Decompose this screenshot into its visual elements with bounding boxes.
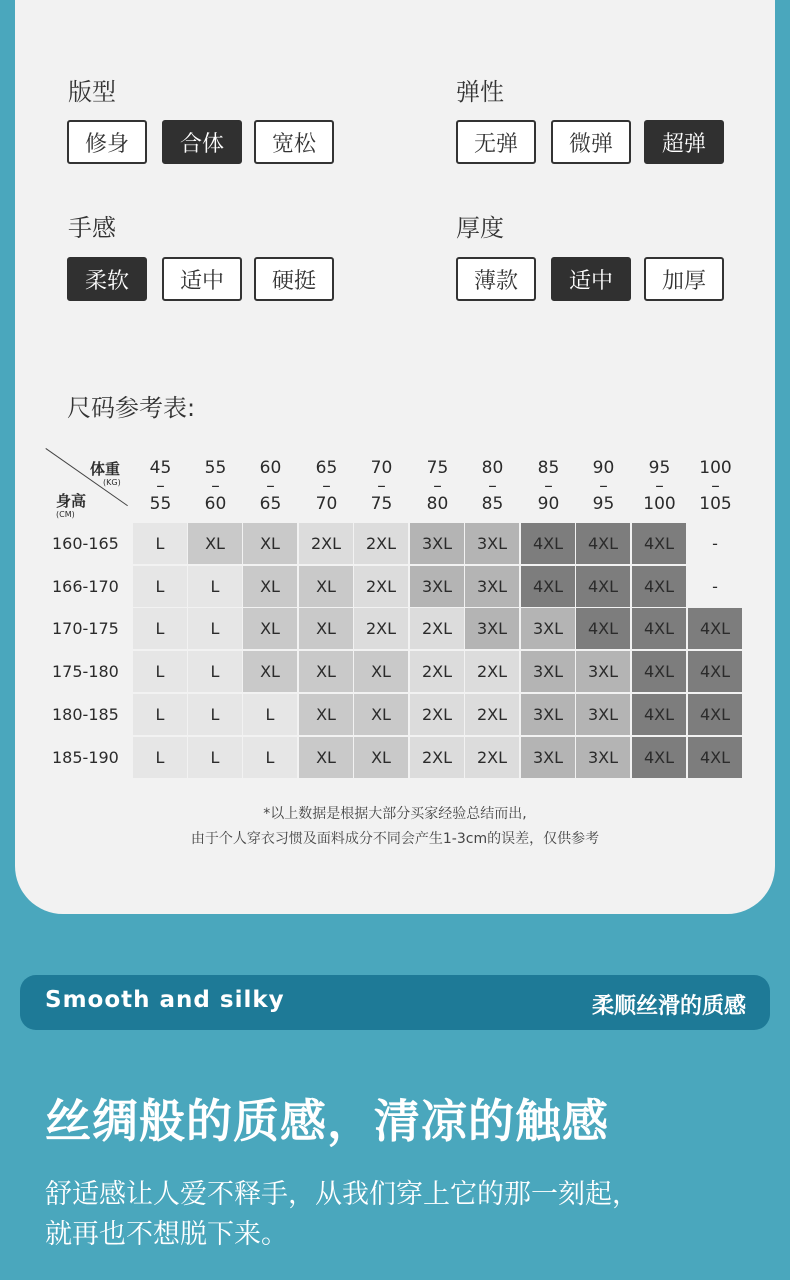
weight-range-to: 80 — [426, 494, 449, 514]
attribute-option[interactable]: 加厚 — [644, 257, 724, 301]
weight-range-header — [133, 459, 188, 514]
weight-range-header — [688, 459, 743, 514]
size-cell: 2XL — [354, 608, 408, 649]
size-cell: 2XL — [410, 608, 464, 649]
range-dash: – — [488, 476, 497, 496]
attribute-option[interactable]: 微弹 — [551, 120, 631, 164]
size-cell: 3XL — [465, 523, 519, 564]
size-cell: 3XL — [410, 523, 464, 564]
weight-range-header — [576, 459, 631, 514]
size-note-line2: 由于个人穿衣习惯及面料成分不同会产生1-3cm的误差，仅供参考 — [190, 831, 600, 847]
size-cell: 4XL — [688, 737, 742, 778]
size-cell: 4XL — [632, 523, 686, 564]
weight-range-header — [188, 459, 243, 514]
size-cell: 4XL — [688, 608, 742, 649]
size-cell: 3XL — [521, 651, 575, 692]
size-cell: 3XL — [521, 737, 575, 778]
size-cell: 4XL — [521, 566, 575, 607]
weight-header-label: 体重 — [90, 460, 121, 478]
attribute-option[interactable]: 薄款 — [456, 257, 536, 301]
weight-range-from: 100 — [699, 458, 732, 478]
range-dash: – — [711, 476, 720, 496]
attribute-option[interactable]: 无弹 — [456, 120, 536, 164]
size-cell: 2XL — [410, 737, 464, 778]
size-cell: 3XL — [521, 694, 575, 735]
size-cell: 3XL — [576, 694, 630, 735]
attribute-title: 手感 — [68, 214, 116, 242]
weight-range-to: 65 — [259, 494, 282, 514]
size-cell: L — [243, 694, 297, 735]
size-cell: XL — [243, 566, 297, 607]
weight-range-from: 85 — [537, 458, 560, 478]
banner-english-title: Smooth and silky — [45, 987, 285, 1013]
size-cell: 4XL — [688, 694, 742, 735]
range-dash: – — [433, 476, 442, 496]
height-range-label: 180-185 — [52, 704, 119, 724]
height-range-label: 185-190 — [52, 747, 119, 767]
size-cell: 2XL — [354, 566, 408, 607]
size-cell: 4XL — [576, 523, 630, 564]
size-cell: 2XL — [410, 694, 464, 735]
attribute-option-selected[interactable]: 柔软 — [67, 257, 147, 301]
weight-range-header — [632, 459, 687, 514]
weight-range-to: 60 — [204, 494, 227, 514]
weight-range-header — [243, 459, 298, 514]
size-cell: XL — [299, 694, 353, 735]
size-cell: XL — [354, 651, 408, 692]
weight-range-to: 75 — [370, 494, 393, 514]
weight-range-header — [410, 459, 465, 514]
attribute-title: 弹性 — [456, 78, 504, 106]
weight-range-from: 95 — [648, 458, 671, 478]
size-cell: XL — [354, 737, 408, 778]
size-cell: XL — [188, 523, 242, 564]
size-cell: 4XL — [576, 608, 630, 649]
size-cell: L — [188, 566, 242, 607]
size-cell: XL — [299, 651, 353, 692]
size-cell: 3XL — [576, 737, 630, 778]
attribute-option[interactable]: 适中 — [162, 257, 242, 301]
weight-range-to: 95 — [592, 494, 615, 514]
size-cell: 2XL — [410, 651, 464, 692]
range-dash: – — [377, 476, 386, 496]
range-dash: – — [655, 476, 664, 496]
feature-description-line2: 就再也不想脱下来。 — [45, 1219, 288, 1250]
size-cell: XL — [243, 608, 297, 649]
size-cell: 2XL — [299, 523, 353, 564]
attribute-option-selected[interactable]: 适中 — [551, 257, 631, 301]
size-cell: L — [188, 651, 242, 692]
height-range-label: 160-165 — [52, 534, 119, 553]
weight-range-from: 65 — [315, 458, 338, 478]
size-cell: L — [188, 737, 242, 778]
range-dash: – — [156, 476, 165, 496]
size-cell: L — [133, 694, 187, 735]
attribute-title: 版型 — [68, 78, 116, 106]
weight-range-from: 55 — [204, 458, 227, 478]
attribute-title: 厚度 — [456, 214, 504, 242]
size-cell: 4XL — [632, 737, 686, 778]
weight-range-from: 45 — [149, 458, 172, 478]
weight-range-to: 90 — [537, 494, 560, 514]
size-note-line1: *以上数据是根据大部分买家经验总结而出, — [263, 806, 527, 822]
weight-range-header — [354, 459, 409, 514]
size-cell: 2XL — [465, 651, 519, 692]
attribute-option[interactable]: 宽松 — [254, 120, 334, 164]
weight-range-header — [299, 459, 354, 514]
attribute-option-selected[interactable]: 超弹 — [644, 120, 724, 164]
size-cell: 3XL — [521, 608, 575, 649]
size-cell: 2XL — [465, 737, 519, 778]
size-cell: XL — [243, 651, 297, 692]
size-cell: 4XL — [576, 566, 630, 607]
size-cell: L — [188, 694, 242, 735]
range-dash: – — [211, 476, 220, 496]
size-cell: XL — [299, 737, 353, 778]
weight-range-header — [465, 459, 520, 514]
size-cell: 3XL — [576, 651, 630, 692]
range-dash: – — [599, 476, 608, 496]
height-range-label: 170-175 — [52, 619, 119, 639]
range-dash: – — [322, 476, 331, 496]
size-cell: L — [133, 737, 187, 778]
range-dash: – — [266, 476, 275, 496]
weight-range-to: 85 — [481, 494, 504, 514]
size-cell: 4XL — [688, 651, 742, 692]
size-cell: 4XL — [632, 651, 686, 692]
size-cell: L — [133, 608, 187, 649]
size-cell: L — [133, 523, 187, 564]
banner-chinese-title: 柔顺丝滑的质感 — [591, 994, 746, 1019]
weight-range-from: 60 — [259, 458, 282, 478]
size-cell: L — [188, 608, 242, 649]
weight-range-from: 70 — [370, 458, 393, 478]
size-cell: 3XL — [465, 608, 519, 649]
size-cell: 4XL — [521, 523, 575, 564]
weight-header-unit: (KG) — [103, 478, 121, 487]
feature-headline: 丝绸般的质感，清凉的触感 — [45, 1094, 609, 1148]
feature-banner — [20, 975, 770, 1030]
size-cell: L — [243, 737, 297, 778]
weight-range-from: 75 — [426, 458, 449, 478]
size-cell: XL — [299, 566, 353, 607]
size-cell: - — [688, 523, 742, 564]
weight-range-to: 70 — [315, 494, 338, 514]
size-cell: 2XL — [465, 694, 519, 735]
attribute-option-selected[interactable]: 合体 — [162, 120, 242, 164]
range-dash: – — [544, 476, 553, 496]
size-cell: - — [688, 566, 742, 607]
size-cell: L — [133, 566, 187, 607]
size-cell: XL — [243, 523, 297, 564]
weight-range-from: 90 — [592, 458, 615, 478]
size-cell: 3XL — [410, 566, 464, 607]
height-header-unit: (CM) — [56, 510, 75, 519]
size-cell: 2XL — [354, 523, 408, 564]
weight-range-from: 80 — [481, 458, 504, 478]
attribute-option[interactable]: 修身 — [67, 120, 147, 164]
feature-description-line1: 舒适感让人爱不释手，从我们穿上它的那一刻起， — [45, 1179, 639, 1210]
weight-range-to: 55 — [149, 494, 172, 514]
weight-range-header — [521, 459, 576, 514]
height-header-label: 身高 — [56, 492, 87, 510]
size-cell: XL — [354, 694, 408, 735]
size-cell: L — [133, 651, 187, 692]
size-cell: 4XL — [632, 608, 686, 649]
weight-range-to: 100 — [643, 494, 676, 514]
weight-range-to: 105 — [699, 494, 732, 514]
size-cell: 4XL — [632, 566, 686, 607]
height-range-label: 166-170 — [52, 576, 119, 596]
size-chart-title: 尺码参考表: — [67, 394, 196, 422]
attribute-option[interactable]: 硬挺 — [254, 257, 334, 301]
size-cell: 3XL — [465, 566, 519, 607]
height-range-label: 175-180 — [52, 662, 119, 682]
size-cell: XL — [299, 608, 353, 649]
size-cell: 4XL — [632, 694, 686, 735]
